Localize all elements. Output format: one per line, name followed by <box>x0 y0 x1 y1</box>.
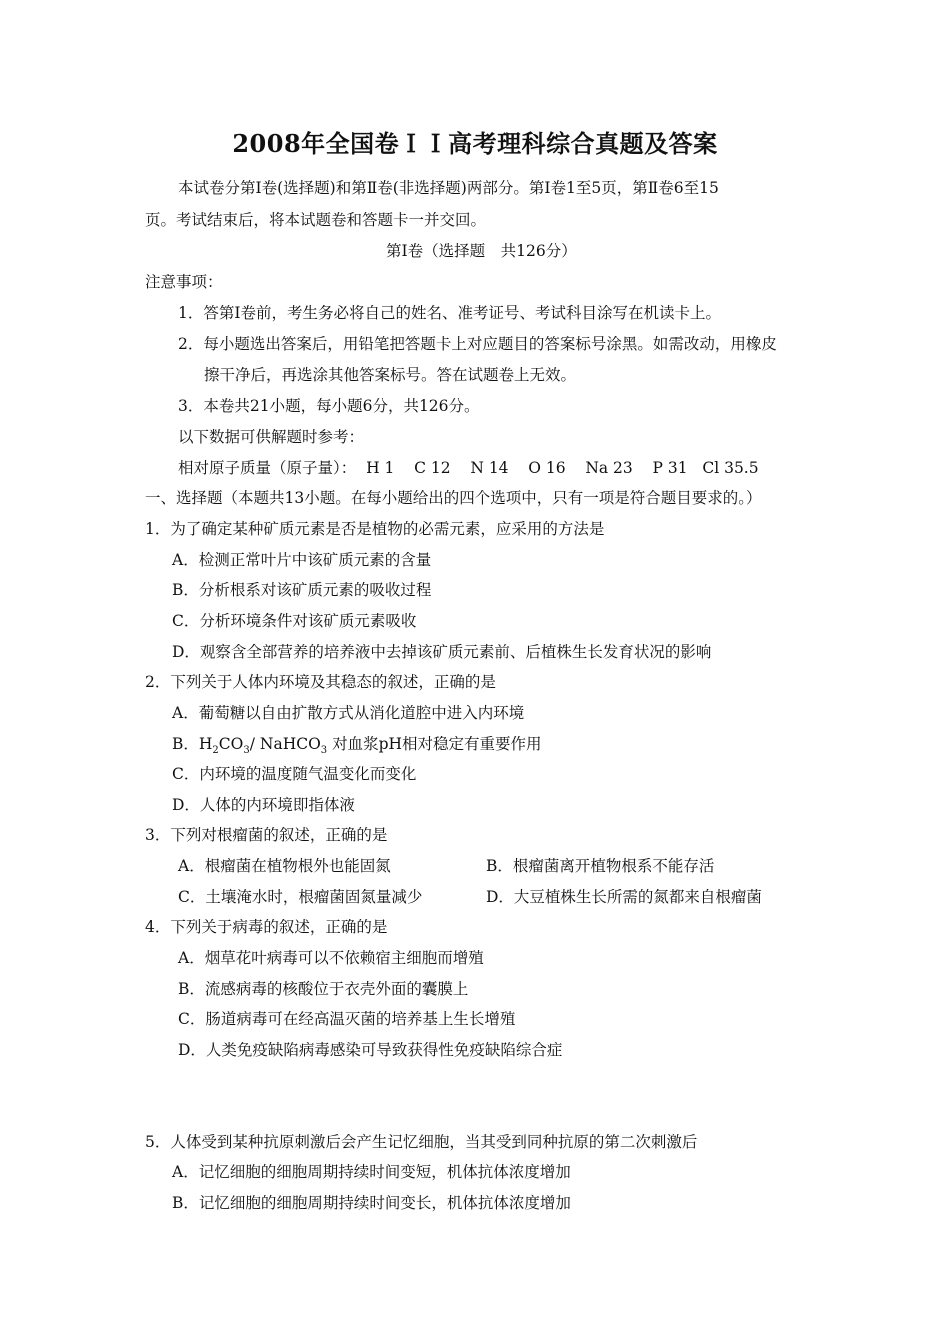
question-2-stem: 2．下列关于人体内环境及其稳态的叙述，正确的是 <box>145 673 496 691</box>
intro-line-2: 页。考试结束后，将本试题卷和答题卡一并交回。 <box>145 211 487 229</box>
question-3-option-a: A．根瘤菌在植物根外也能固氮 <box>178 857 391 875</box>
question-5-option-a: A．记忆细胞的细胞周期持续时间变短，机体抗体浓度增加 <box>172 1163 571 1181</box>
question-3-option-d: D．大豆植株生长所需的氮都来自根瘤菌 <box>486 888 762 906</box>
notice-label: 注意事项： <box>145 273 223 291</box>
notice-item-3: 3．本卷共21小题，每小题6分，共126分。 <box>178 397 480 415</box>
option-b-prefix: B．H <box>172 735 213 753</box>
question-1-option-b: B．分析根系对该矿质元素的吸收过程 <box>172 581 432 599</box>
question-2-option-a: A．葡萄糖以自由扩散方式从消化道腔中进入内环境 <box>172 704 525 722</box>
question-1-option-c: C．分析环境条件对该矿质元素吸收 <box>172 612 417 630</box>
reference-note: 以下数据可供解题时参考： <box>178 428 365 446</box>
notice-item-1: 1．答第Ⅰ卷前，考生务必将自己的姓名、准考证号、考试科目涂写在机读卡上。 <box>178 304 721 322</box>
question-4-option-c: C．肠道病毒可在经高温灭菌的培养基上生长增殖 <box>178 1010 516 1028</box>
page-title: 2008年全国卷ＩＩ高考理科综合真题及答案 <box>232 129 718 158</box>
formula-part: / NaHCO <box>249 735 321 753</box>
question-2-option-b <box>172 734 542 761</box>
option-b-suffix: 对血浆pH相对稳定有重要作用 <box>327 735 542 753</box>
question-1-option-a: A．检测正常叶片中该矿质元素的含量 <box>172 551 432 569</box>
question-3-option-b: B．根瘤菌离开植物根系不能存活 <box>486 857 715 875</box>
section-heading: 第Ⅰ卷（选择题 共126分） <box>386 242 577 260</box>
notice-item-2-line-1: 2．每小题选出答案后，用铅笔把答题卡上对应题目的答案标号涂黑。如需改动，用橡皮 <box>178 335 777 353</box>
intro-line-1: 本试卷分第Ⅰ卷(选择题)和第Ⅱ卷(非选择题)两部分。第Ⅰ卷1至5页，第Ⅱ卷6至15 <box>178 179 719 197</box>
subscript: 2 <box>212 745 219 757</box>
question-4-option-d: D．人类免疫缺陷病毒感染可导致获得性免疫缺陷综合症 <box>178 1041 563 1059</box>
question-2-option-d: D．人体的内环境即指体液 <box>172 796 355 814</box>
question-5-option-b: B．记忆细胞的细胞周期持续时间变长，机体抗体浓度增加 <box>172 1194 571 1212</box>
notice-item-2-line-2: 擦干净后，再选涂其他答案标号。答在试题卷上无效。 <box>204 366 577 384</box>
atomic-mass-line: 相对原子质量（原子量）： H 1 C 12 N 14 O 16 Na 23 P 31 Cl 35.5 <box>178 459 759 477</box>
subscript: 3 <box>243 745 250 757</box>
question-1-stem: 1．为了确定某种矿质元素是否是植物的必需元素，应采用的方法是 <box>145 520 605 538</box>
question-2-option-c: C．内环境的温度随气温变化而变化 <box>172 765 417 783</box>
question-4-option-a: A．烟草花叶病毒可以不依赖宿主细胞而增殖 <box>178 949 484 967</box>
question-3-stem: 3．下列对根瘤菌的叙述，正确的是 <box>145 826 388 844</box>
subscript: 3 <box>320 745 328 757</box>
question-4-option-b: B．流感病毒的核酸位于衣壳外面的囊膜上 <box>178 980 469 998</box>
question-1-option-d: D．观察含全部营养的培养液中去掉该矿质元素前、后植株生长发育状况的影响 <box>172 643 712 661</box>
question-3-option-c: C．土壤淹水时，根瘤菌固氮量减少 <box>178 888 423 906</box>
question-4-stem: 4．下列关于病毒的叙述，正确的是 <box>145 918 388 936</box>
formula-part: CO <box>218 735 244 753</box>
question-5-stem: 5．人体受到某种抗原刺激后会产生记忆细胞，当其受到同种抗原的第二次刺激后 <box>145 1133 698 1151</box>
part-1-heading: 一、选择题（本题共13小题。在每小题给出的四个选项中，只有一项是符合题目要求的。） <box>145 489 762 507</box>
